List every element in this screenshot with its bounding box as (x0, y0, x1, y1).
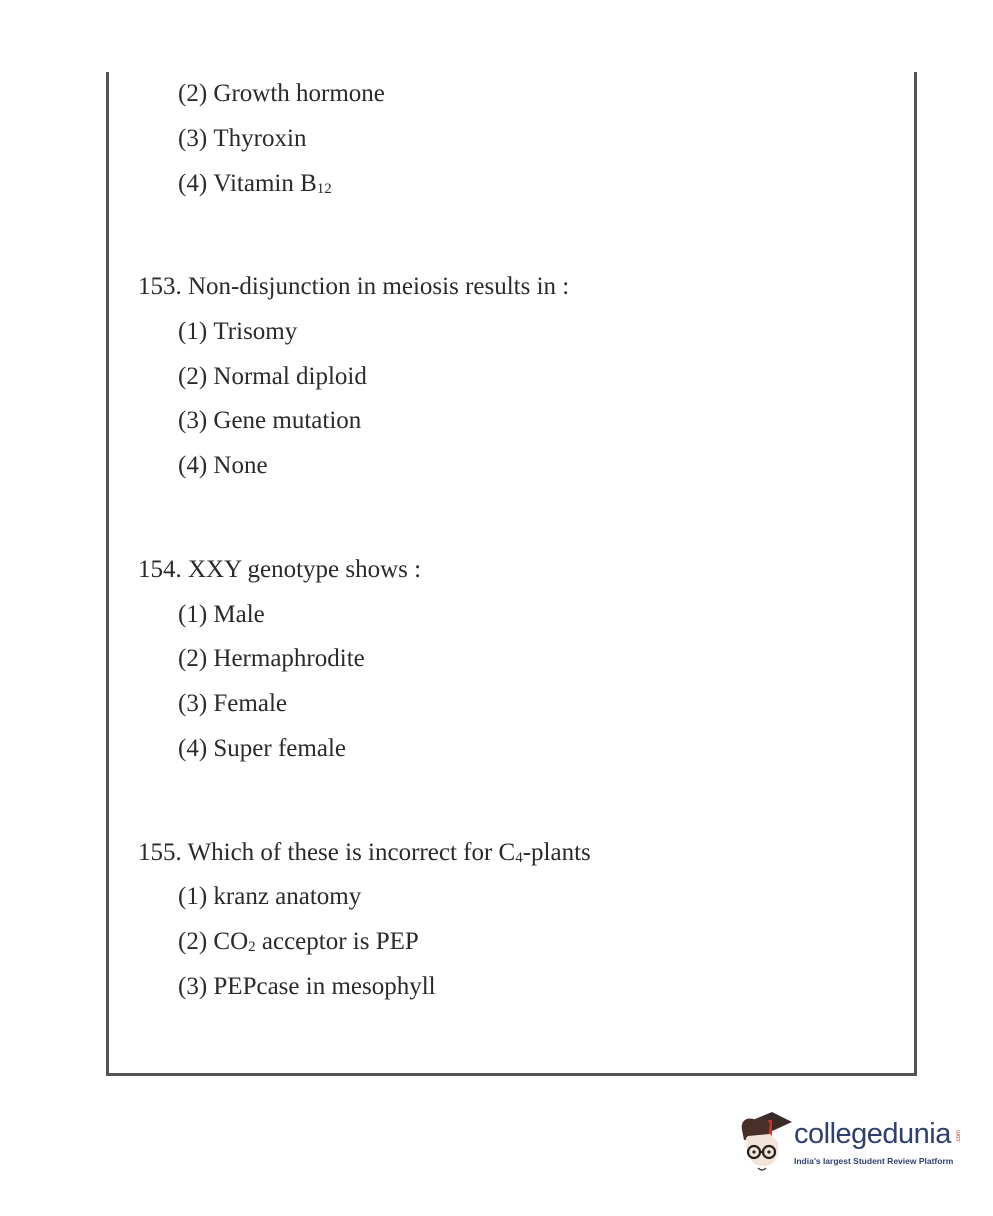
q153-option-4: (4) None (178, 452, 268, 479)
q154-option-2: (2) Hermaphrodite (178, 645, 365, 672)
collegedunia-logo (738, 1108, 968, 1184)
q154-option-3: (3) Female (178, 690, 287, 717)
question-155: 155. Which of these is incorrect for $C_4$-plants (138, 839, 591, 866)
page-border-left (106, 72, 109, 1076)
q155-option-1: (1) kranz anatomy (178, 883, 362, 910)
mascot-icon (738, 1108, 792, 1174)
logo-wordmark: collegedunia (794, 1118, 951, 1150)
logo-dotcom: .com (956, 1130, 962, 1144)
question-154: 154. XXY genotype shows : (138, 556, 422, 583)
q153-option-1: (1) Trisomy (178, 318, 298, 345)
prev-option-3: (3) Thyroxin (178, 125, 307, 152)
q153-option-3: (3) Gene mutation (178, 407, 362, 434)
question-153: 153. Non-disjunction in meiosis results in : (138, 273, 570, 300)
logo-tagline: India's largest Student Review Platform (794, 1156, 954, 1166)
page-border-bottom (106, 1073, 917, 1076)
page-border-right (914, 72, 917, 1076)
q154-option-4: (4) Super female (178, 735, 346, 762)
q153-option-2: (2) Normal diploid (178, 363, 367, 390)
prev-option-4: (4) Vitamin $B_{12}$ (178, 170, 332, 197)
q155-option-3: (3) PEPcase in mesophyll (178, 973, 436, 1000)
q154-option-1: (1) Male (178, 601, 265, 628)
prev-option-2: (2) Growth hormone (178, 80, 385, 107)
q155-option-2: (2) $CO_2$ acceptor is PEP (178, 928, 419, 955)
